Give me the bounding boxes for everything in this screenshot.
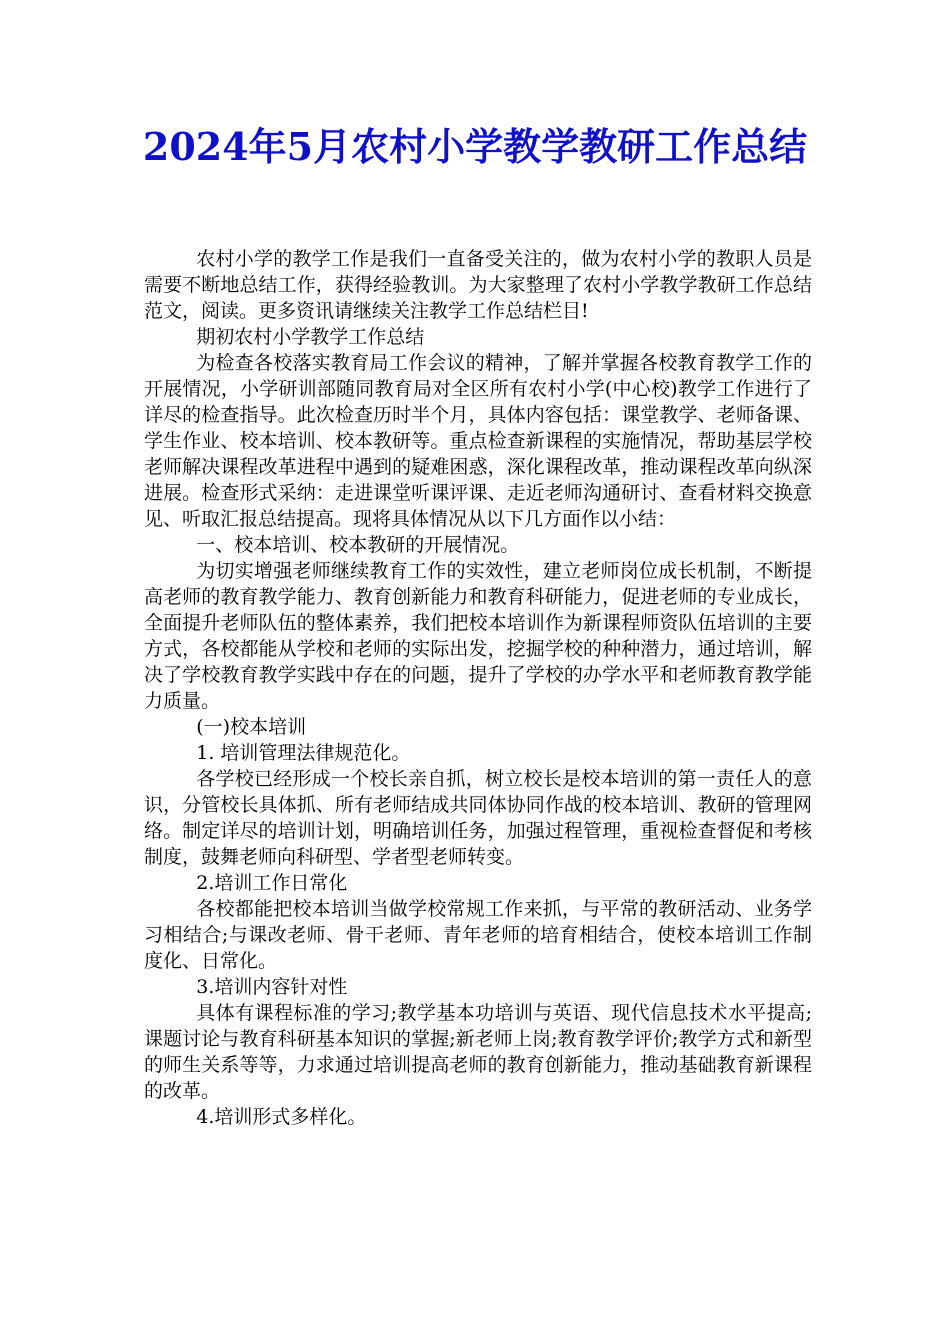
document-title: 2024年5月农村小学教学教研工作总结 [142,124,808,169]
list-item-heading-3: 3.培训内容针对性 [196,976,348,998]
paragraph-routine: 各校都能把校本培训当做学校常规工作来抓，与平常的教研活动、业务学习相结合;与课改老师、骨干老师、青年老师的培育相结合，使校本培训工作制度化、日常化。 [144,898,812,972]
document-body [144,246,812,1130]
paragraph-inspection: 为检查各校落实教育局工作会议的精神，了解并掌握各校教育教学工作的开展情况，小学研训部随同教育局对全区所有农村小学(中心校)教学工作进行了详尽的检查指导。此次检查历时半个月，具体内容包括：课堂教学、老师备课、学生作业、校本培训、校本教研等。重点检查新课程的实施情况，帮助基层学校老师解决课程改革进程中遇到的疑难困惑，深化课程改革，推动课程改革向纵深进展。检查形式采纳：走进课堂听课评课、走近老师沟通研讨、查看材料交换意见、听取汇报总结提高。现将具体情况从以下几方面作以小结： [144,352,812,530]
paragraph-subheading: 期初农村小学教学工作总结 [196,326,425,348]
paragraph-content: 具体有课程标准的学习;教学基本功培训与英语、现代信息技术水平提高;课题讨论与教育科研基本知识的掌握;新老师上岗;教育教学评价;教学方式和新型的师生关系等等，力求通过培训提高老师的教育创新能力，推动基础教育新课程的改革。 [144,1002,812,1102]
subsection-heading-1: (一)校本培训 [196,716,307,738]
paragraph-intro: 农村小学的教学工作是我们一直备受关注的，做为农村小学的教职人员是需要不断地总结工作，获得经验教训。为大家整理了农村小学教学教研工作总结范文，阅读。更多资讯请继续关注教学工作总结栏目! [144,248,812,322]
section-heading-1: 一、校本培训、校本教研的开展情况。 [196,534,520,556]
paragraph-management: 各学校已经形成一个校长亲自抓，树立校长是校本培训的第一责任人的意识，分管校长具体抓、所有老师结成共同体协同作战的校本培训、教研的管理网络。制定详尽的培训计划，明确培训任务，加强过程管理，重视检查督促和考核制度，鼓舞老师向科研型、学者型老师转变。 [144,768,812,868]
list-item-heading-4: 4.培训形式多样化。 [196,1106,367,1128]
paragraph-training-purpose: 为切实增强老师继续教育工作的实效性，建立老师岗位成长机制，不断提高老师的教育教学能力、教育创新能力和教育科研能力，促进老师的专业成长，全面提升老师队伍的整体素养，我们把校本培训作为新课程师资队伍培训的主要方式，各校都能从学校和老师的实际出发，挖掘学校的种种潜力，通过培训，解决了学校教育教学实践中存在的问题，提升了学校的办学水平和老师教育教学能力质量。 [144,560,812,712]
list-item-heading-2: 2.培训工作日常化 [196,872,348,894]
list-item-heading-1: 1. 培训管理法律规范化。 [196,742,411,764]
